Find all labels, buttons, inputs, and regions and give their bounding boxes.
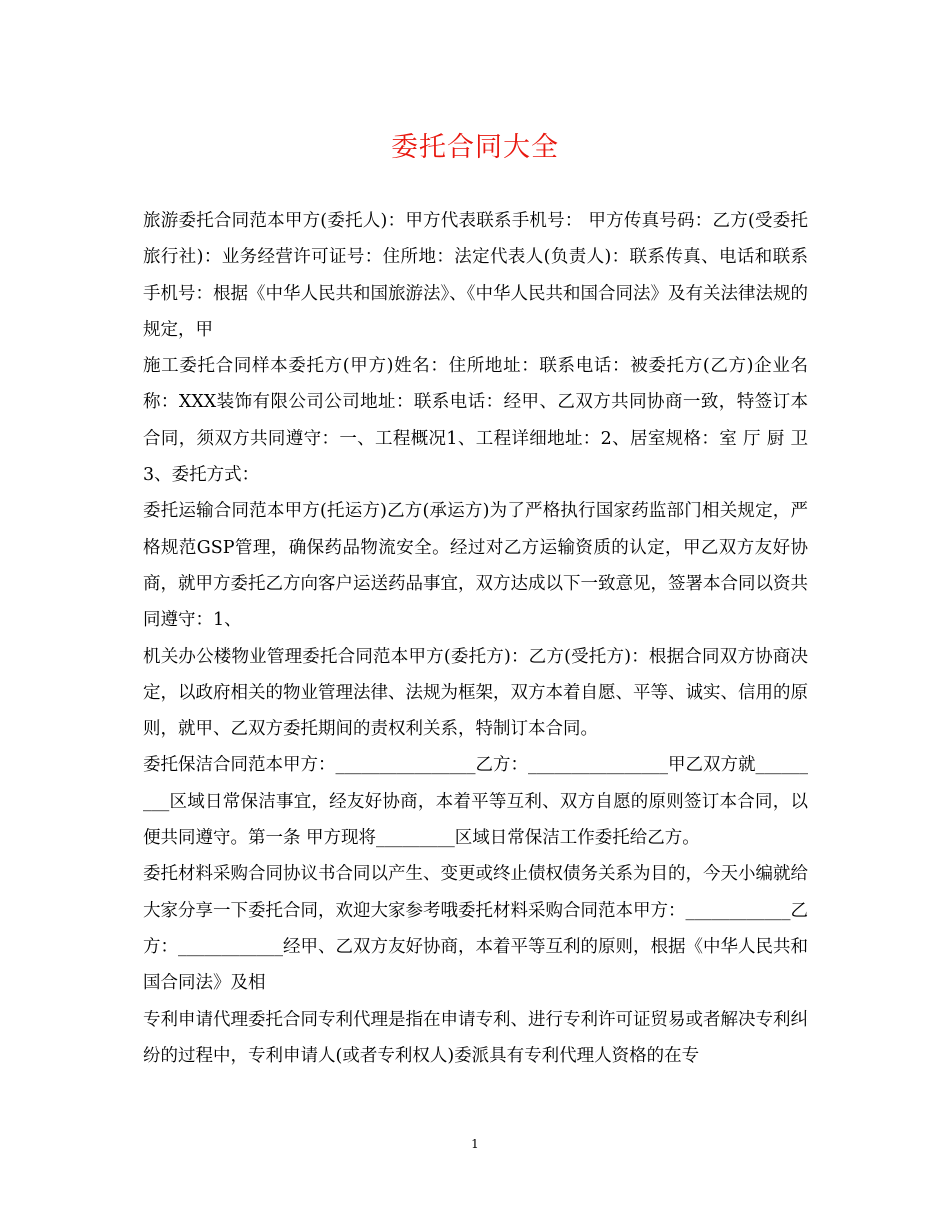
- paragraph-patent-contract: 专利申请代理委托合同专利代理是指在申请专利、进行专利许可证贸易或者解决专利纠纷的过程中，专利申请人(或者专利权人)委派具有专利代理人资格的在专: [143, 1009, 808, 1066]
- paragraph-property-management-contract: 机关办公楼物业管理委托合同范本甲方(委托方)：乙方(受托方)：根据合同双方协商决定，以政府相关的物业管理法律、法规为框架，双方本着自愿、平等、诚实、信用的原则，就甲、乙双方委托期间的责权利关系，特制订本合同。: [143, 646, 808, 740]
- paragraph-transport-contract: 委托运输合同范本甲方(托运方)乙方(承运方)为了严格执行国家药监部门相关规定，严格规范GSP管理，确保药品物流安全。经过对乙方运输资质的认定，甲乙双方友好协商，就甲方委托乙方向客户运送药品事宜，双方达成以下一致意见，签署本合同以资共同遵守：1、: [143, 501, 808, 631]
- paragraph-travel-contract: 旅游委托合同范本甲方(委托人)：甲方代表联系手机号： 甲方传真号码：乙方(受委托旅行社)：业务经营许可证号：住所地：法定代表人(负责人)：联系传真、电话和联系手机号：根据《中华人民共和国旅游法》、《中华人民共和国合同法》及有关法律法规的规定，甲: [143, 211, 808, 340]
- document-title: 委托合同大全: [391, 132, 559, 163]
- paragraph-construction-contract: 施工委托合同样本委托方(甲方)姓名：住所地址：联系电话：被委托方(乙方)企业名称：XXX装饰有限公司公司地址：联系电话：经甲、乙双方共同协商一致，特签订本合同，须双方共同遵守：一、工程概况1、工程详细地址：2、居室规格：室 厅 厨 卫3、委托方式：: [143, 356, 808, 486]
- document-body: [143, 203, 808, 1074]
- page-number: 1: [471, 1137, 479, 1151]
- paragraph-cleaning-contract: 委托保洁合同范本甲方：________________乙方：________________甲乙双方就_________区域日常保洁事宜，经友好协商，本着平等互利、双方自愿的原则签订本合同，以便共同遵守。第一条 甲方现将_________区域日常保洁工作委托给乙方。: [143, 755, 808, 849]
- paragraph-procurement-contract: 委托材料采购合同协议书合同以产生、变更或终止债权债务关系为目的，今天小编就给大家分享一下委托合同，欢迎大家参考哦委托材料采购合同范本甲方：____________乙方：____________经甲、乙双方友好协商，本着平等互利的原则，根据《中华人民共和国合同法》及相: [143, 864, 808, 994]
